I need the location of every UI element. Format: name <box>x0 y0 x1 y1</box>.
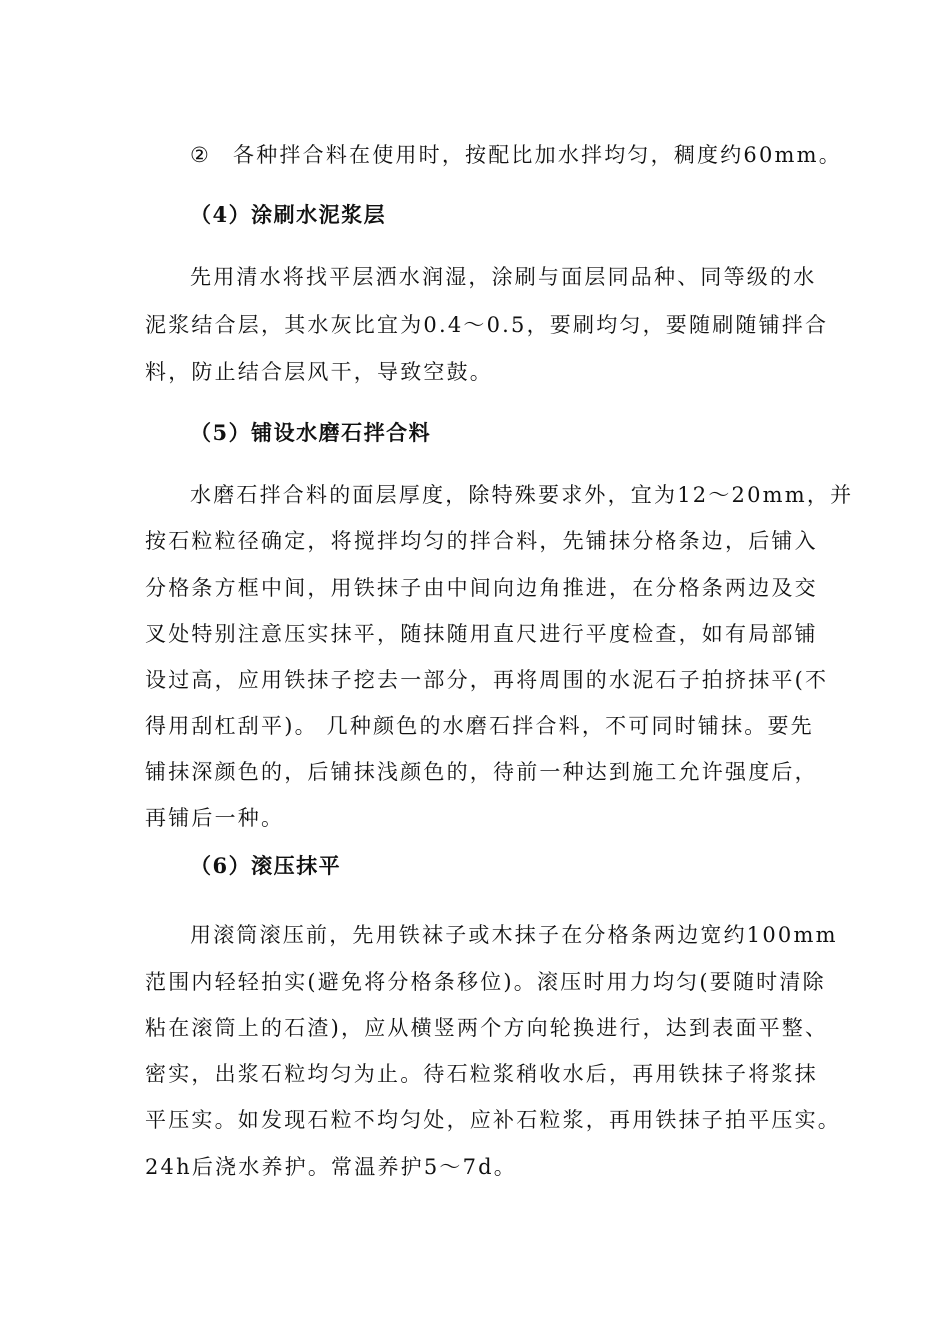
paragraph-line: 再铺后一种。 <box>145 806 285 830</box>
paragraph-line: 范围内轻轻拍实(避免将分格条移位)。滚压时用力均匀(要随时清除 <box>145 970 826 994</box>
paragraph-line: 分格条方框中间，用铁抹子由中间向边角推进，在分格条两边及交 <box>145 576 818 600</box>
section-heading-4: （4）涂刷水泥浆层 <box>190 202 387 227</box>
paragraph-line: 水磨石拌合料的面层厚度，除特殊要求外，宜为12～20mm，并 <box>190 483 854 507</box>
paragraph-line: 密实，出浆石粒均匀为止。待石粒浆稍收水后，再用铁抹子将浆抹 <box>145 1062 818 1086</box>
circled-number-marker: ② <box>190 143 212 167</box>
paragraph-line: 用滚筒滚压前，先用铁袜子或木抹子在分格条两边宽约100mm <box>190 923 838 947</box>
paragraph-line: 铺抹深颜色的，后铺抹浅颜色的，待前一种达到施工允许强度后， <box>145 760 818 784</box>
paragraph-line: 设过高，应用铁抹子挖去一部分，再将周围的水泥石子拍挤抹平(不 <box>145 668 829 692</box>
paragraph-line: 24h后浇水养护。常温养护5～7d。 <box>145 1155 518 1179</box>
list-item-2 <box>190 140 855 170</box>
paragraph-line: 平压实。如发现石粒不均匀处，应补石粒浆，再用铁抹子拍平压实。 <box>145 1108 841 1132</box>
paragraph-line: 泥浆结合层，其水灰比宜为0.4～0.5，要刷均匀，要随刷随铺拌合 <box>145 313 829 337</box>
list-item-text: 各种拌合料在使用时，按配比加水拌均匀，稠度约60mm。 <box>233 143 842 167</box>
paragraph-line: 先用清水将找平层洒水润湿，涂刷与面层同品种、同等级的水 <box>190 265 817 289</box>
paragraph-line: 料，防止结合层风干，导致空鼓。 <box>145 360 493 384</box>
paragraph-line: 得用刮杠刮平)。 几种颜色的水磨石拌合料，不可同时铺抹。要先 <box>145 714 814 738</box>
section-heading-5: （5）铺设水磨石拌合料 <box>190 420 432 445</box>
section-heading-6: （6）滚压抹平 <box>190 853 342 878</box>
paragraph-line: 叉处特别注意压实抹平，随抹随用直尺进行平度检查，如有局部铺 <box>145 622 818 646</box>
paragraph-line: 粘在滚筒上的石渣)，应从横竖两个方向轮换进行，达到表面平整、 <box>145 1016 829 1040</box>
paragraph-line: 按石粒粒径确定，将搅拌均匀的拌合料，先铺抹分格条边，后铺入 <box>145 529 818 553</box>
